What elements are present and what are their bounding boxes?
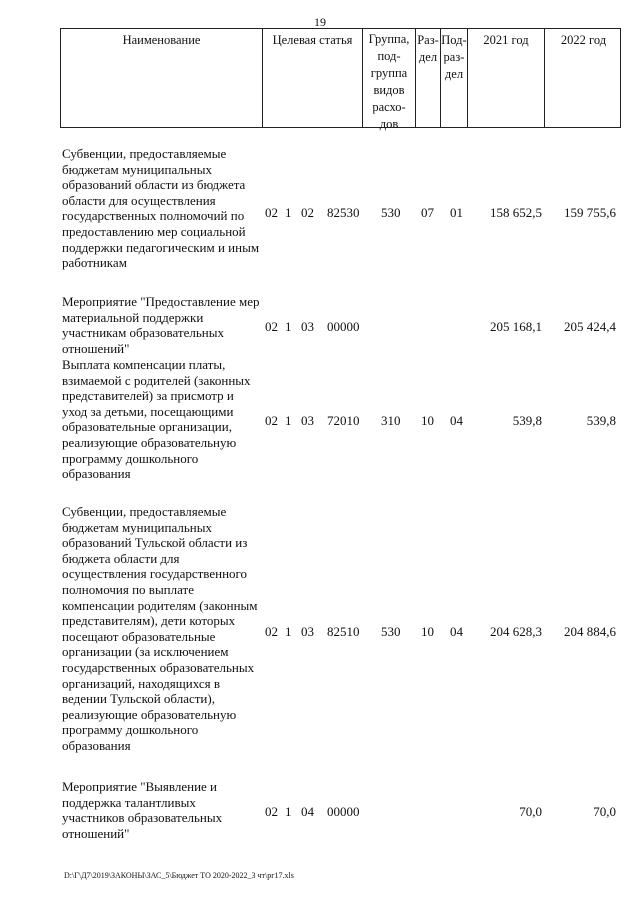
- subsection-code: 01: [450, 205, 463, 220]
- section-code: 10: [421, 413, 434, 428]
- header-target-text: Целевая статья: [272, 33, 353, 47]
- row-name-line: отношений": [62, 825, 130, 841]
- code-program: 02: [265, 319, 278, 334]
- subsection-code: 04: [450, 624, 463, 639]
- header-name: [61, 29, 262, 127]
- value-2022: 159 755,6: [564, 205, 616, 220]
- row-name-line: программу дошкольного: [62, 450, 199, 466]
- code-program: 02: [265, 624, 278, 639]
- row-name-line: государственных полномочий по: [62, 208, 245, 224]
- page-number: 19: [314, 15, 326, 29]
- row-name-line: полномочия по выплате: [62, 581, 195, 597]
- header-group: [362, 29, 415, 131]
- row-name-line: образований Тульской области из: [62, 535, 248, 551]
- row-name-line: предоставлению мер социальной: [62, 223, 246, 239]
- header-group-line: под-: [377, 49, 401, 63]
- row-name-line: Субвенции, предоставляемые: [62, 504, 227, 519]
- header-section: [415, 29, 440, 127]
- code-program: 02: [265, 804, 278, 819]
- row-name-line: поддержки педагогическим и иным: [62, 239, 260, 255]
- header-2021: [467, 29, 544, 127]
- row-name: [62, 294, 264, 356]
- header-group-line: группа: [370, 66, 408, 80]
- header-group-line: видов: [373, 83, 405, 97]
- row-name-line: бюджетам муниципальных: [62, 519, 212, 535]
- header-2022: [544, 29, 622, 127]
- code-direction: 00000: [327, 319, 360, 334]
- header-group-line: расхо-: [372, 100, 406, 114]
- subsection-code: 04: [450, 413, 463, 428]
- code-subprogram: 1: [285, 413, 292, 428]
- group-code: 310: [381, 413, 401, 428]
- row-name-line: работникам: [62, 255, 127, 271]
- code-measure: 02: [301, 205, 314, 220]
- header-group-line: Группа,: [368, 32, 410, 46]
- row-name-line: организаций, находящихся в: [62, 675, 220, 691]
- row-name-line: бюджета области для: [62, 550, 180, 566]
- value-2022: 205 424,4: [564, 319, 616, 334]
- value-2022: 70,0: [593, 804, 616, 819]
- row-name-line: Выплата компенсации платы,: [62, 357, 226, 372]
- code-direction: 00000: [327, 804, 360, 819]
- header-target: [262, 29, 362, 127]
- row-name-line: участников образовательных: [62, 810, 223, 826]
- row-name-line: компенсации родителям (законным: [62, 597, 258, 613]
- code-direction: 72010: [327, 413, 360, 428]
- section-code: 10: [421, 624, 434, 639]
- row-name-line: участникам образовательных: [62, 325, 224, 341]
- header-2022-text: 2022 год: [560, 33, 607, 47]
- header-subsection-line: раз-: [443, 50, 465, 64]
- header-group-line: дов: [379, 117, 399, 131]
- code-subprogram: 1: [285, 624, 292, 639]
- header-subsection: [440, 29, 467, 127]
- row-name-line: материальной поддержки: [62, 309, 204, 325]
- value-2021: 204 628,3: [490, 624, 542, 639]
- row-name-line: образования: [62, 466, 131, 482]
- row-name-line: реализующие образовательную: [62, 706, 237, 722]
- row-name-line: посещают образовательные: [62, 628, 216, 644]
- row-name-line: организации (за исключением: [62, 644, 229, 660]
- row-name-line: уход за детьми, посещающими: [62, 403, 234, 419]
- header-name-text: Наименование: [122, 33, 201, 47]
- table-header: [60, 28, 621, 131]
- code-subprogram: 1: [285, 319, 292, 334]
- header-section-line: Раз-: [417, 33, 439, 47]
- section-code: 07: [421, 205, 434, 220]
- row-name-line: реализующие образовательную: [62, 434, 237, 450]
- value-2021: 70,0: [519, 804, 542, 819]
- value-2022: 204 884,6: [564, 624, 616, 639]
- row-name-line: представителям), дети которых: [62, 613, 236, 629]
- row-name-line: образования: [62, 737, 131, 753]
- code-measure: 04: [301, 804, 314, 819]
- row-name-line: области для осуществления: [62, 192, 216, 208]
- row-name-line: государственных образовательных: [62, 659, 255, 675]
- value-2021: 158 652,5: [490, 205, 542, 220]
- value-2022: 539,8: [586, 413, 616, 428]
- header-2021-text: 2021 год: [483, 33, 529, 47]
- code-program: 02: [265, 205, 278, 220]
- row-name: [62, 779, 264, 841]
- row-name-line: представителей) за присмотр и: [62, 388, 234, 404]
- header-subsection-line: дел: [444, 67, 464, 81]
- row-name: [62, 504, 264, 754]
- row-name: [62, 357, 264, 482]
- row-name-line: Мероприятие "Выявление и: [62, 779, 218, 794]
- code-subprogram: 1: [285, 804, 292, 819]
- header-section-line: дел: [418, 50, 438, 64]
- row-name-line: осуществления государственного: [62, 566, 248, 582]
- row-name-line: поддержка талантливых: [62, 794, 196, 810]
- code-program: 02: [265, 413, 278, 428]
- header-subsection-line: Под-: [441, 33, 467, 47]
- group-code: 530: [381, 205, 401, 220]
- row-name-line: взимаемой с родителей (законных: [62, 372, 251, 388]
- code-measure: 03: [301, 319, 314, 334]
- code-subprogram: 1: [285, 205, 292, 220]
- row-name-line: образований области из бюджета: [62, 177, 246, 193]
- group-code: 530: [381, 624, 401, 639]
- value-2021: 205 168,1: [490, 319, 542, 334]
- value-2021: 539,8: [512, 413, 542, 428]
- row-name-line: Мероприятие "Предоставление мер: [62, 294, 260, 309]
- code-direction: 82530: [327, 205, 360, 220]
- row-name-line: бюджетам муниципальных: [62, 161, 212, 177]
- row-name-line: образовательные организации,: [62, 419, 232, 435]
- row-name-line: ведении Тульской области),: [62, 691, 215, 707]
- row-name-line: отношений": [62, 340, 130, 356]
- row-name: [62, 146, 264, 271]
- code-measure: 03: [301, 624, 314, 639]
- file-path-footer: D:\Г\Д7\2019\ЗАКОНЫ\ЗАС_5\Бюджет ТО 2020-2022_3 чт\рг17.xls: [64, 871, 294, 880]
- code-direction: 82510: [327, 624, 360, 639]
- row-name-line: программу дошкольного: [62, 722, 199, 738]
- row-name-line: Субвенции, предоставляемые: [62, 146, 227, 161]
- code-measure: 03: [301, 413, 314, 428]
